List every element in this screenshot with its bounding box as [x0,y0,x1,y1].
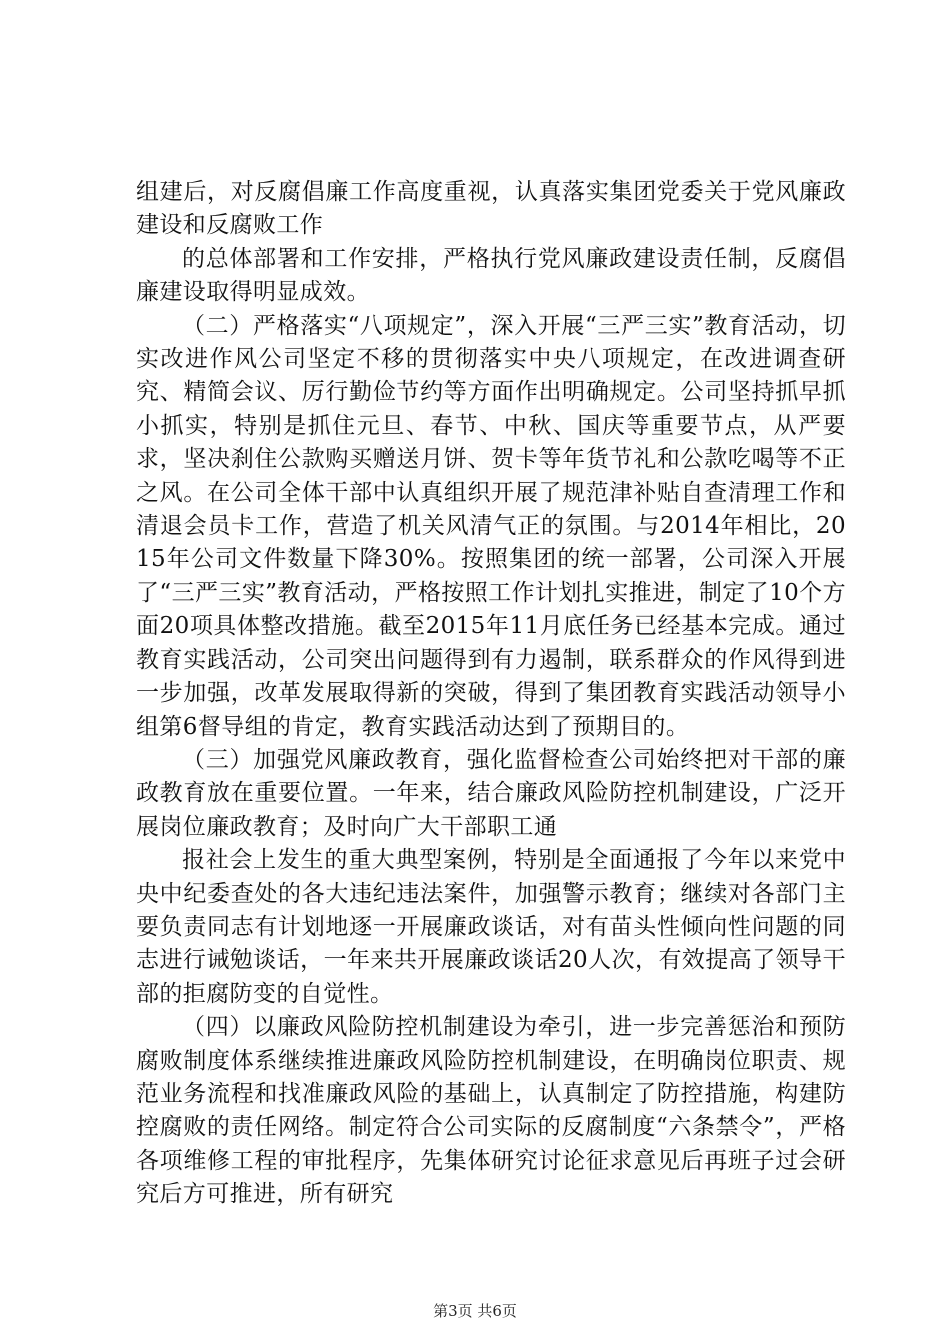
page-footer: 第3页 共6页 [433,1302,517,1320]
paragraph-4: （三）加强党风廉政教育，强化监督检查公司始终把对干部的廉政教育放在重要位置。一年来，结合廉政风险防控机制建设，广泛开展岗位廉政教育；及时向广大干部职工通 [136,746,846,840]
paragraph-3: （二）严格落实“八项规定”，深入开展“三严三实”教育活动，切实改进作风公司坚定不移的贯彻落实中央八项规定，在改进调查研究、精简会议、厉行勤俭节约等方面作出明确规定。公司坚持抓早抓小抓实，特别是抓住元旦、春节、中秋、国庆等重要节点，从严要求，坚决刹住公款购买赠送月饼、贺卡等年货节礼和公款吃喝等不正之风。在公司全体干部中认真组织开展了规范津补贴自查清理工作和清退会员卡工作，营造了机关风清气正的氛围。与2014年相比，2015年公司文件数量下降30%。按照集团的统一部署，公司深入开展了“三严三实”教育活动，严格按照工作计划扎实推进，制定了10个方面20项具体整改措施。截至2015年11月底任务已经基本完成。通过教育实践活动，公司突出问题得到有力遏制，联系群众的作风得到进一步加强，改革发展取得新的突破，得到了集团教育实践活动领导小组第6督导组的肯定，教育实践活动达到了预期目的。 [136,312,846,740]
paragraph-6: （四）以廉政风险防控机制建设为牵引，进一步完善惩治和预防腐败制度体系继续推进廉政风险防控机制建设，在明确岗位职责、规范业务流程和找准廉政风险的基础上，认真制定了防控措施，构建防控腐败的责任网络。制定符合公司实际的反腐制度“六条禁令”，严格各项维修工程的审批程序，先集体研究讨论征求意见后再班子过会研究后方可推进，所有研究 [136,1014,846,1208]
paragraph-2: 的总体部署和工作安排，严格执行党风廉政建设责任制，反腐倡廉建设取得明显成效。 [136,245,846,306]
document-body [136,176,846,1212]
paragraph-5: 报社会上发生的重大典型案例，特别是全面通报了今年以来党中央中纪委查处的各大违纪违法案件，加强警示教育；继续对各部门主要负责同志有计划地逐一开展廉政谈话，对有苗头性倾向性问题的同志进行诫勉谈话，一年来共开展廉政谈话20人次，有效提高了领导干部的拒腐防变的自觉性。 [136,847,846,1007]
paragraph-1: 组建后，对反腐倡廉工作高度重视，认真落实集团党委关于党风廉政建设和反腐败工作 [136,179,846,239]
